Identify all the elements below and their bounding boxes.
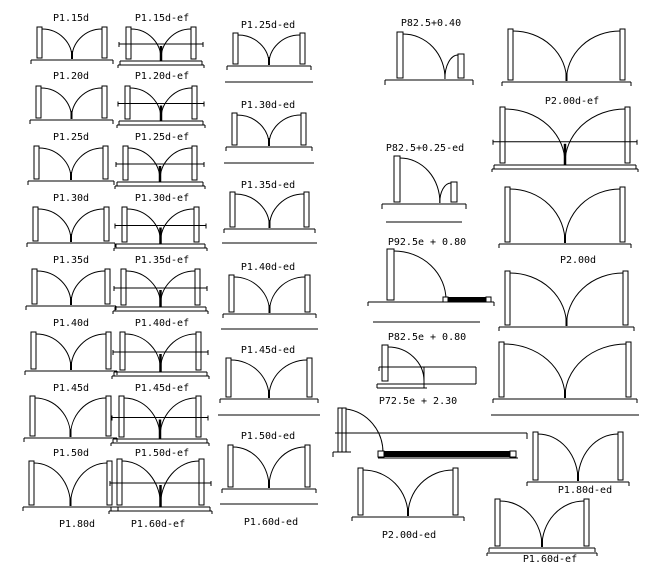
symbol-label-p1.30d-ed: P1.30d-ed — [240, 100, 296, 111]
door-symbol-p1.35d — [26, 269, 116, 310]
door-symbol-p1.40d-ef — [112, 332, 209, 379]
door-symbol-p1.35d-ed — [222, 192, 317, 243]
door-symbol-p1.40d-ed — [221, 275, 318, 329]
symbol-label-p1.35d: P1.35d — [52, 255, 90, 266]
door-symbol-p1.15d-ef — [118, 27, 204, 68]
door-symbol-p1.45d-ef — [111, 396, 209, 446]
door-symbol-p1.35d-ef — [113, 269, 208, 314]
door-symbol-p82.5e+0.80 — [377, 345, 476, 388]
door-symbol-p1.40d — [25, 332, 117, 375]
symbol-label-p1.25d-ef: P1.25d-ef — [134, 132, 190, 143]
door-symbol-p1.25d-ef — [115, 146, 205, 189]
door-symbol-p92.5e+0.80 — [368, 249, 494, 322]
door-symbol-p1.60d-ef-bottom — [487, 499, 597, 556]
symbol-label-p1.60d-ef: P1.60d-ef — [522, 554, 578, 565]
door-symbol-p1.15d — [31, 27, 113, 64]
symbol-label-p1.45d-ed: P1.45d-ed — [240, 345, 296, 356]
symbol-label-p2.00d-ed: P2.00d-ed — [381, 530, 437, 541]
symbol-label-p1.35d-ed: P1.35d-ed — [240, 180, 296, 191]
door-symbol-p82.5+0.40 — [385, 32, 473, 85]
symbol-label-p1.30d-ef: P1.30d-ef — [134, 193, 190, 204]
symbol-label-p1.40d: P1.40d — [52, 318, 90, 329]
symbol-label-p1.45d-ef: P1.45d-ef — [134, 383, 190, 394]
symbol-label-p1.60d-ef: P1.60d-ef — [130, 519, 186, 530]
symbol-label-p82.5-0.25-ed: P82.5+0.25-ed — [385, 143, 465, 154]
door-symbol-p1.80d-ed — [527, 432, 629, 486]
door-symbol-p1.20d-ef — [117, 86, 205, 128]
symbol-label-p1.20d: P1.20d — [52, 71, 90, 82]
symbol-label-p1.80d-ed: P1.80d-ed — [557, 485, 613, 496]
door-symbol-p2.00d-ef — [492, 107, 638, 172]
door-symbol-p1.30d-ef — [114, 207, 207, 251]
door-symbol-p1.30d — [27, 207, 115, 247]
door-symbol-p2.00-2 — [499, 187, 631, 248]
symbol-label-p92.5e-0.80: P92.5e + 0.80 — [387, 237, 467, 248]
symbol-label-p2.00d-ef: P2.00d-ef — [544, 96, 600, 107]
symbol-label-p1.45d: P1.45d — [52, 383, 90, 394]
door-symbol-p1.25d — [28, 146, 114, 185]
symbol-label-p1.30d: P1.30d — [52, 193, 90, 204]
door-symbol-p82.5+0.25-ed — [382, 156, 466, 222]
symbol-label-p1.20d-ef: P1.20d-ef — [134, 71, 190, 82]
symbol-label-p1.15d: P1.15d — [52, 13, 90, 24]
symbol-label-p1.35d-ef: P1.35d-ef — [134, 255, 190, 266]
symbol-label-p1.40d-ef: P1.40d-ef — [134, 318, 190, 329]
symbol-label-p1.50d-ef: P1.50d-ef — [134, 448, 190, 459]
door-symbol-p1.50d-ef — [109, 459, 212, 514]
symbol-label-p1.15d-ef: P1.15d-ef — [134, 13, 190, 24]
symbol-label-p1.40d-ed: P1.40d-ed — [240, 262, 296, 273]
door-symbol-p1.30d-ed — [224, 113, 314, 163]
door-symbol-p1.50d — [23, 461, 118, 511]
door-symbol-p2.00-ed — [491, 342, 639, 415]
symbol-label-p1.50d-ed: P1.50d-ed — [240, 431, 296, 442]
symbol-label-p1.60d-ed: P1.60d-ed — [243, 517, 299, 528]
door-symbol-p2.00d — [499, 271, 634, 331]
symbol-label-p1.80d: P1.80d — [58, 519, 96, 530]
symbol-label-p1.25d: P1.25d — [52, 132, 90, 143]
symbol-label-p1.25d-ed: P1.25d-ed — [240, 20, 296, 31]
door-symbol-p1.20d — [30, 86, 113, 124]
door-symbol-p2.00d-ed-bottom — [352, 468, 464, 521]
symbol-label-p82.5e-0.80: P82.5e + 0.80 — [387, 332, 467, 343]
door-symbol-p1.45d — [24, 396, 117, 442]
door-symbol-p1.45d-ed — [218, 358, 320, 415]
symbol-label-p2.00d: P2.00d — [559, 255, 597, 266]
door-symbol-p1.25d-ed — [225, 33, 313, 82]
door-symbol-p2.00-1 — [502, 29, 631, 86]
symbol-label-p82.5-0.40: P82.5+0.40 — [400, 18, 462, 29]
symbol-label-p72.5e-2.30: P72.5e + 2.30 — [378, 396, 458, 407]
door-symbol-p1.50d-ed — [220, 445, 318, 504]
symbol-label-p1.50d: P1.50d — [52, 448, 90, 459]
